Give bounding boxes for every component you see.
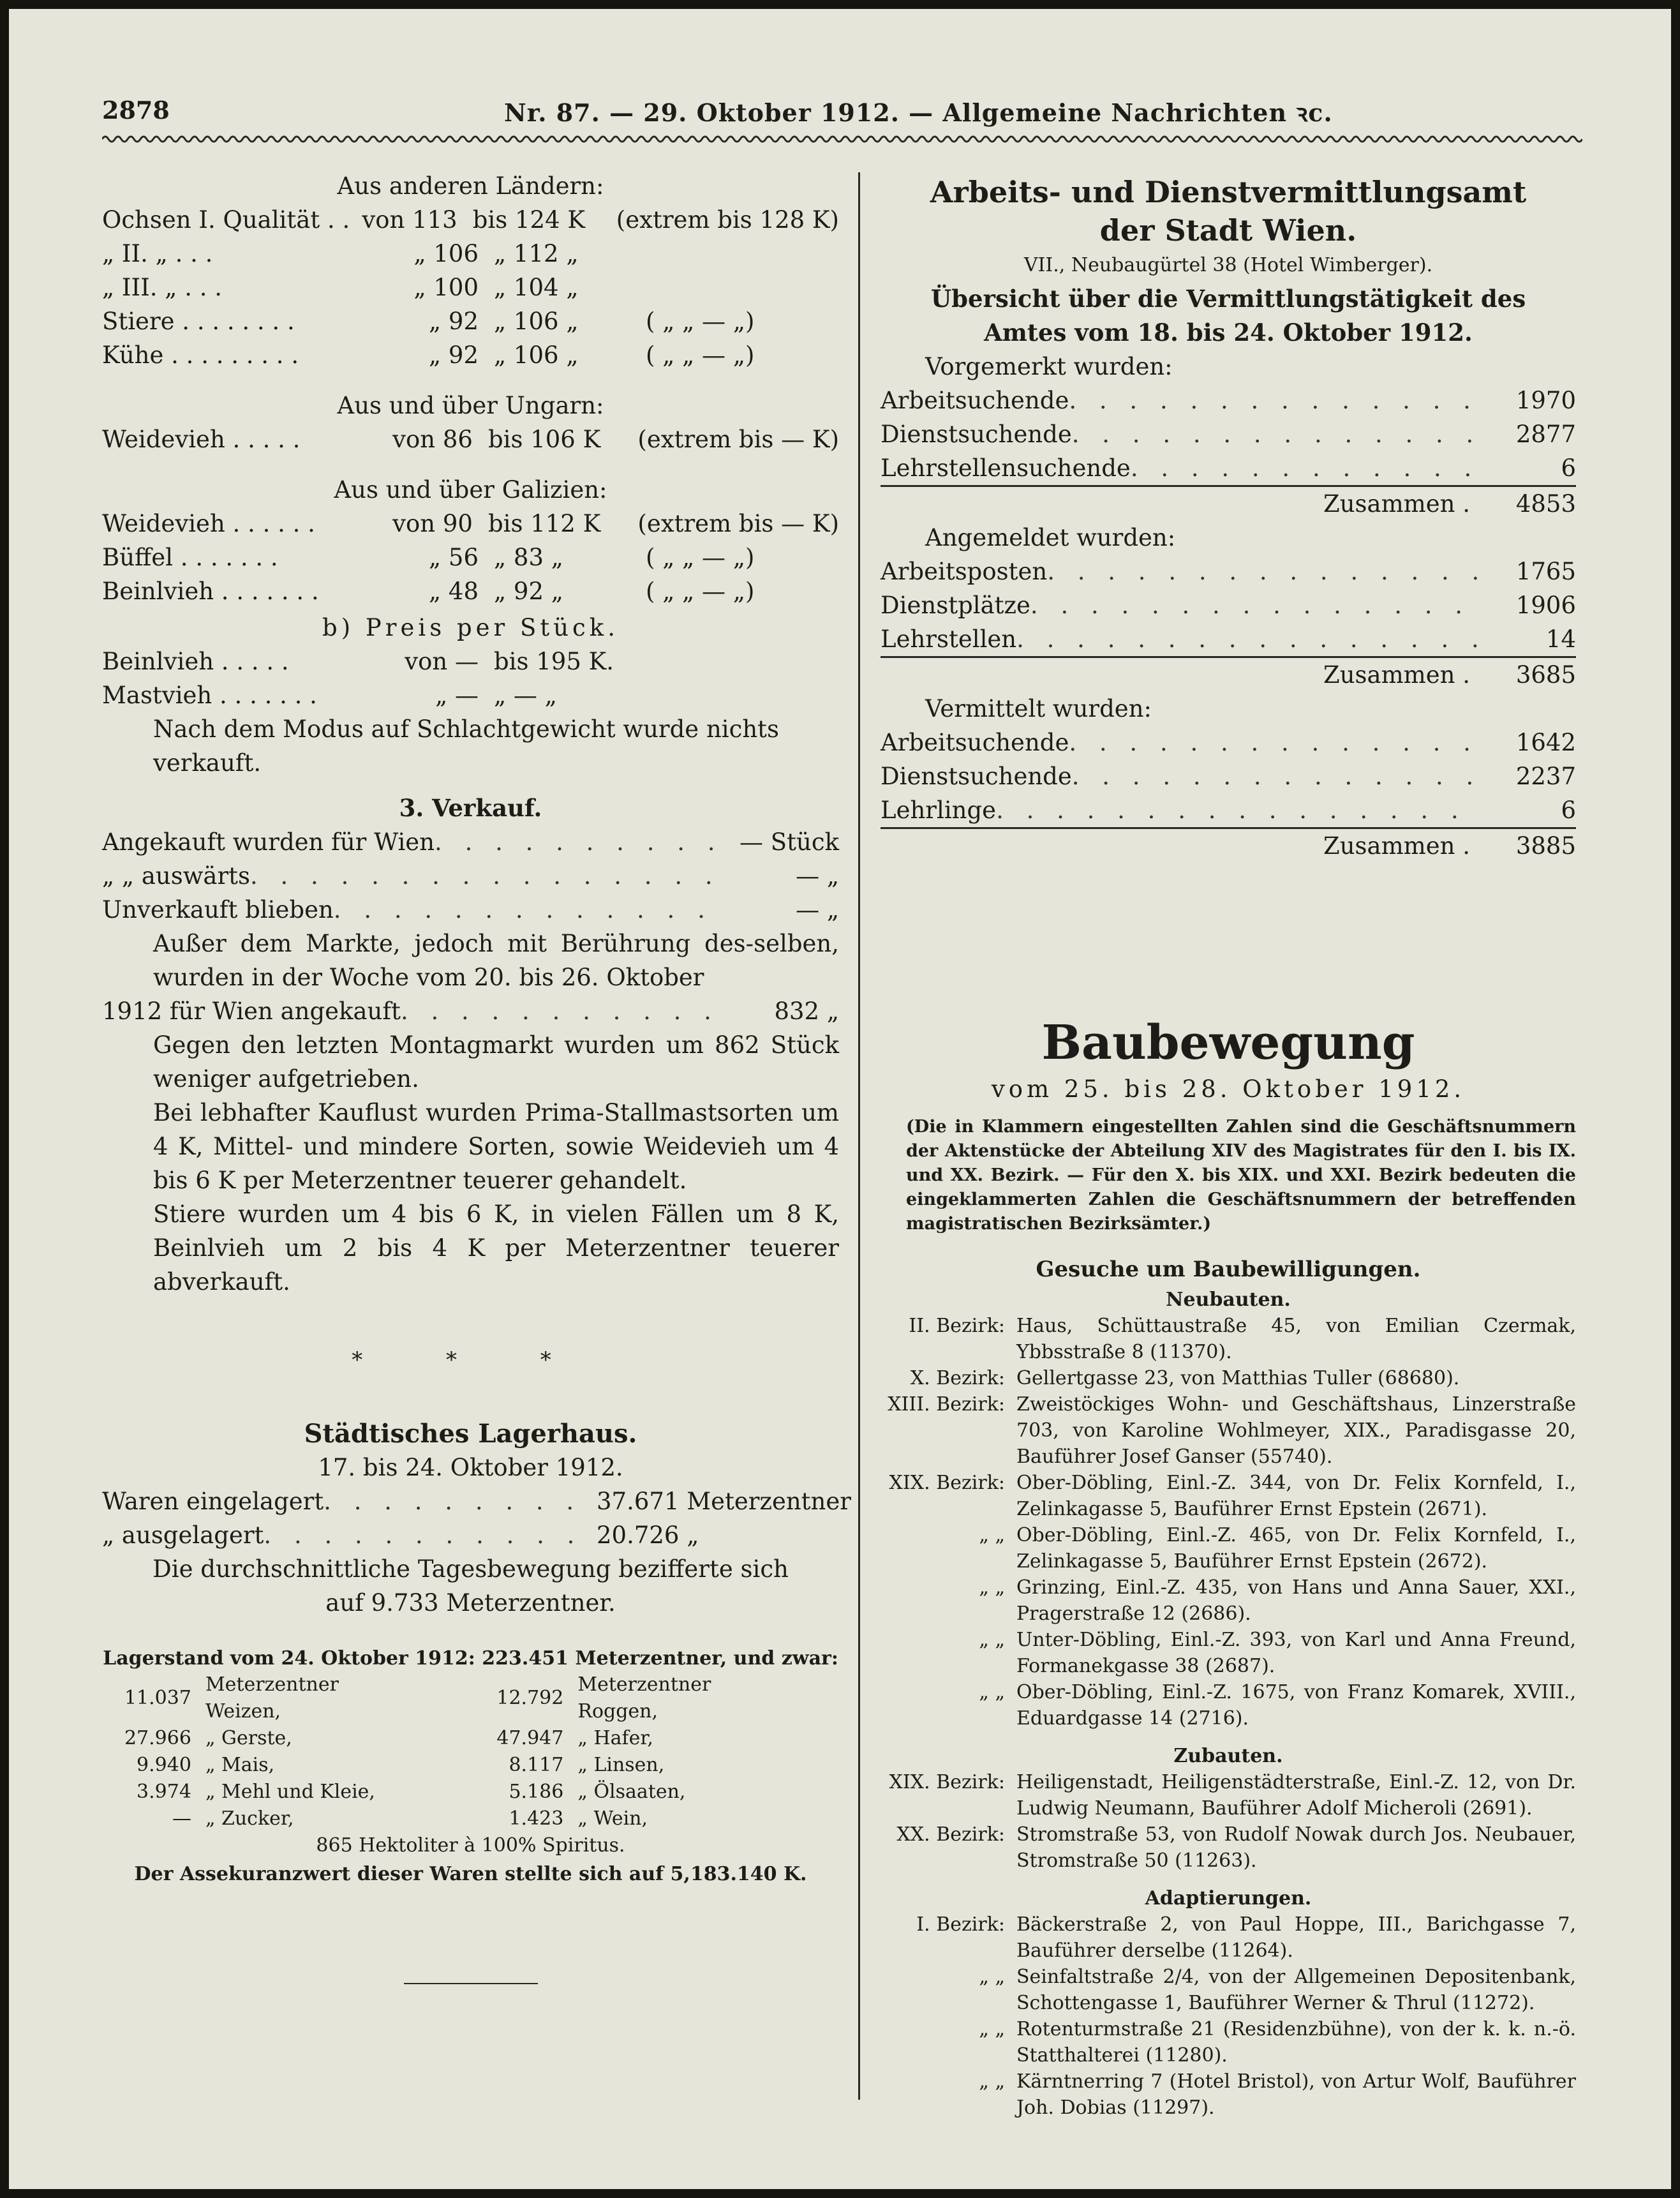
permit-entry <box>881 1679 1576 1731</box>
stock-cell: „ Linsen, <box>577 1754 665 1776</box>
price-note <box>641 271 646 304</box>
row-label: Arbeitsuchende <box>881 729 1069 756</box>
leader-dots <box>1030 588 1480 622</box>
data-row <box>102 859 839 893</box>
row-label: 1912 für Wien angekauft <box>102 998 401 1025</box>
stock-cell: — <box>172 1807 191 1830</box>
price-from: „ 56 <box>428 544 479 571</box>
permit-entry <box>881 2016 1576 2068</box>
row-label: Beinlvieh . . . . . . . <box>102 578 319 605</box>
leader-dots <box>1047 555 1480 588</box>
left-column <box>102 169 851 1984</box>
price-note: (extrem bis — K) <box>637 510 840 537</box>
price-row <box>102 304 839 338</box>
sale-table <box>102 825 839 927</box>
stock-cell: Meterzentner Weizen, <box>205 1673 339 1723</box>
permit-entry <box>881 1769 1576 1821</box>
permit-entry <box>881 1391 1576 1470</box>
leader-dots <box>323 1484 597 1518</box>
entry-label: „ „ <box>979 1966 1005 1988</box>
row-label: Arbeitsposten <box>881 558 1048 585</box>
price-to: „ 106 „ <box>494 308 579 335</box>
entry-label: XIX. Bezirk: <box>889 1771 1005 1793</box>
price-from: „ 48 <box>428 578 479 605</box>
price-note: (extrem bis 128 K) <box>616 206 839 234</box>
subheading-extensions: Zubauten. <box>1173 1745 1283 1767</box>
permit-entry <box>881 1574 1576 1627</box>
stock-title: Lagerstand vom 24. Oktober 1912: 223.451 Meterzentner, und zwar: <box>103 1647 838 1670</box>
entry-label: „ „ <box>979 1576 1005 1599</box>
paragraph: Nach dem Modus auf Schlachtgewicht wurde nichts verkauft. <box>153 715 780 777</box>
permit-entry <box>881 1522 1576 1574</box>
stat-row <box>881 555 1576 588</box>
price-row <box>102 338 839 372</box>
office-title-2: der Stadt Wien. <box>1099 213 1357 248</box>
row-label: „ III. „ . . . <box>102 274 223 301</box>
row-value: 1906 <box>1515 592 1576 619</box>
row-label: Dienstsuchende <box>881 421 1072 448</box>
entry-text: Unter-Döbling, Einl.-Z. 393, von Karl und Anna Freund, Formanekgasse 38 (2687). <box>1016 1629 1576 1677</box>
group-heading: Vermittelt wurden: <box>925 695 1152 722</box>
permit-entry <box>881 1911 1576 1964</box>
entry-label: „ „ <box>979 1681 1005 1703</box>
price-to: „ 92 „ <box>494 578 563 605</box>
stock-cell: „ Gerste, <box>205 1727 292 1749</box>
stock-cell: 8.117 <box>509 1754 564 1776</box>
entry-label: „ „ <box>979 1629 1005 1651</box>
total-value: 4853 <box>1515 490 1576 518</box>
price-row <box>102 678 839 712</box>
stock-table <box>102 1671 785 1832</box>
running-title: Nr. 87. — 29. Oktober 1912. — Allgemeine Nachrichten ꝛc. <box>504 98 1333 127</box>
paragraph: Bei lebhafter Kauflust wurden Prima-Stallmastsorten um 4 K, Mittel- und mindere Sorten, sowie Weidevieh um 4 bis 6 K per Meterzentner teuerer gehandelt. <box>153 1099 839 1194</box>
leader-dots <box>1016 622 1480 656</box>
price-to: „ 112 „ <box>494 240 579 267</box>
row-label: Lehrlinge <box>881 796 997 824</box>
permit-entry <box>881 1964 1576 2016</box>
right-column <box>881 169 1576 2121</box>
column-divider <box>858 172 860 2100</box>
row-label: Mastvieh . . . . . . . <box>102 682 317 709</box>
stock-row <box>102 1779 785 1806</box>
stock-cell: 47.947 <box>496 1727 564 1749</box>
entry-label: II. Bezirk: <box>909 1315 1005 1337</box>
price-to: „ 104 „ <box>494 274 579 301</box>
stat-row <box>881 793 1576 829</box>
section-heading: 3. Verkauf. <box>399 794 542 822</box>
permit-entry <box>881 1313 1576 1365</box>
row-value: 2237 <box>1515 763 1576 790</box>
price-row <box>102 574 839 608</box>
row-label: Arbeitsuchende <box>881 387 1069 414</box>
row-label: Beinlvieh . . . . . <box>102 648 289 675</box>
leader-dots <box>1069 726 1480 759</box>
stock-cell: 5.186 <box>509 1781 564 1803</box>
entry-label: X. Bezirk: <box>910 1367 1005 1389</box>
row-value: 1765 <box>1515 558 1576 585</box>
section-heading: Aus anderen Ländern: <box>337 172 604 200</box>
price-to: bis 112 K <box>487 510 601 537</box>
price-note <box>641 645 646 678</box>
entry-text: Stromstraße 53, von Rudolf Nowak durch Jos. Neubauer, Stromstraße 50 (11263). <box>1016 1823 1576 1872</box>
entry-text: Seinfaltstraße 2/4, von der Allgemeinen Depositenbank, Schottengasse 1, Bauführer Werner & Thrul (11272). <box>1016 1966 1576 2014</box>
stock-cell: „ Wein, <box>577 1807 648 1830</box>
stock-cell: Meterzentner Roggen, <box>577 1673 711 1723</box>
group-heading: Vorgemerkt wurden: <box>925 353 1173 380</box>
stock-cell: „ Mais, <box>205 1754 275 1776</box>
row-label: Unverkauft blieben <box>102 896 334 923</box>
group-heading: Angemeldet wurden: <box>925 524 1176 551</box>
entry-text: Haus, Schüttaustraße 45, von Emilian Czermak, Ybbsstraße 8 (11370). <box>1016 1315 1576 1363</box>
section-dates: 17. bis 24. Oktober 1912. <box>318 1454 623 1481</box>
entry-label: „ „ <box>979 1524 1005 1546</box>
row-label: Ochsen I. Qualität . . <box>102 206 350 234</box>
page-header <box>102 96 1576 134</box>
end-rule <box>404 1983 538 1984</box>
stock-cell: 3.974 <box>137 1781 191 1803</box>
leader-dots <box>1069 384 1480 417</box>
office-title: Arbeits- und Dienstvermittlungsamt <box>930 175 1527 209</box>
row-label: Weidevieh . . . . . <box>102 426 301 453</box>
paragraph: Stiere wurden um 4 bis 6 K, in vielen Fällen um 8 K, Beinlvieh um 2 bis 4 K per Meterzentner teuerer abverkauft. <box>153 1200 839 1296</box>
row-value: — Stück <box>740 828 839 856</box>
stock-spirits: 865 Hektoliter à 100% Spiritus. <box>316 1834 625 1857</box>
asterism: * * * <box>352 1347 590 1373</box>
placement-statistics <box>881 350 1576 863</box>
section-heading: Aus und über Ungarn: <box>337 392 604 419</box>
stock-cell: 11.037 <box>124 1687 191 1709</box>
stat-row <box>881 384 1576 417</box>
stock-cell: „ Zucker, <box>205 1807 294 1830</box>
subheading-adaptations: Adaptierungen. <box>1145 1887 1312 1910</box>
price-table-per-piece <box>102 645 839 712</box>
stock-row <box>102 1752 785 1779</box>
subheading-new-buildings: Neubauten. <box>1166 1289 1291 1311</box>
total-value: 3885 <box>1515 832 1576 860</box>
warehouse-table <box>102 1484 851 1552</box>
entry-text: Ober-Döbling, Einl.-Z. 1675, von Franz Komarek, XVIII., Eduardgasse 14 (2716). <box>1016 1681 1576 1730</box>
price-to: bis 124 K <box>472 206 586 234</box>
entry-text: Gellertgasse 23, von Matthias Tuller (68680). <box>1016 1367 1460 1389</box>
price-note <box>641 678 646 712</box>
entry-label: XIX. Bezirk: <box>889 1472 1005 1494</box>
price-from: „ 100 <box>413 274 479 301</box>
leader-dots <box>264 1518 597 1552</box>
stock-cell: 9.940 <box>137 1754 191 1776</box>
data-row <box>102 893 839 927</box>
extensions-list <box>881 1769 1576 1874</box>
leader-dots <box>250 859 724 893</box>
entry-text: Ober-Döbling, Einl.-Z. 344, von Dr. Felix Kornfeld, I., Zelinkagasse 5, Bauführer Ernst Epstein (2671). <box>1016 1472 1576 1520</box>
stock-row <box>102 1671 785 1725</box>
office-subtitle: Übersicht über die Vermittlungstätigkeit des Amtes vom 18. bis 24. Oktober 1912. <box>930 285 1526 347</box>
row-label: Büffel . . . . . . . <box>102 544 278 571</box>
row-value: 20.726 „ <box>597 1521 699 1549</box>
price-table-other-countries <box>102 203 839 372</box>
price-from: von 113 <box>362 206 457 234</box>
construction-title: Baubewegung <box>1041 1015 1415 1070</box>
stock-cell: 1.423 <box>509 1807 564 1830</box>
total-label: Zusammen . <box>1323 490 1470 518</box>
stock-cell: 12.792 <box>496 1687 564 1709</box>
header-wavy-rule <box>102 133 1582 146</box>
row-value: — „ <box>796 896 839 923</box>
stat-row <box>881 726 1576 759</box>
permit-entry <box>881 1627 1576 1679</box>
applications-heading: Gesuche um Baubewilligungen. <box>1036 1257 1421 1282</box>
leader-dots <box>996 793 1480 827</box>
permit-entry <box>881 1470 1576 1522</box>
entry-text: Grinzing, Einl.-Z. 435, von Hans und Anna Sauer, XXI., Pragerstraße 12 (2686). <box>1016 1576 1576 1625</box>
new-buildings-list <box>881 1313 1576 1731</box>
price-to: bis 106 K <box>487 426 601 453</box>
stat-row <box>881 417 1576 451</box>
stock-row <box>102 1725 785 1752</box>
price-note: ( „ „ — „) <box>646 578 755 605</box>
price-from: „ 92 <box>428 308 479 335</box>
total-value: 3685 <box>1515 661 1576 689</box>
data-row <box>102 825 839 859</box>
row-label: Kühe . . . . . . . . . <box>102 341 299 369</box>
price-from: von 90 <box>392 510 473 537</box>
page-number: 2878 <box>102 96 170 124</box>
paragraph: Gegen den letzten Montagmarkt wurden um 862 Stück weniger aufgetrieben. <box>153 1031 839 1093</box>
stock-insurance: Der Assekuranzwert dieser Waren stellte sich auf 5,183.140 K. <box>134 1863 807 1885</box>
price-note: (extrem bis — K) <box>637 426 840 453</box>
leader-dots <box>1131 451 1480 485</box>
entry-label: I. Bezirk: <box>916 1913 1005 1936</box>
row-value: 6 <box>1561 796 1576 824</box>
entry-text: Ober-Döbling, Einl.-Z. 465, von Dr. Felix Kornfeld, I., Zelinkagasse 5, Bauführer Ernst Epstein (2672). <box>1016 1524 1576 1573</box>
leader-dots <box>435 825 724 859</box>
entry-label: „ „ <box>979 2070 1005 2093</box>
data-row <box>102 1518 839 1552</box>
price-row <box>102 541 839 574</box>
construction-note: (Die in Klammern eingestellten Zahlen sind die Geschäftsnummern der Aktenstücke der Abteilung XIV des Magistrates für den I. bis IX. und XX. Bezirk. — Für den X. bis XIX. und XXI. Bezirk bedeuten die eingeklammerten Zahlen die Geschäftsnummern der betreffenden magistratischen Bezirksämter.) <box>906 1117 1576 1234</box>
total-label: Zusammen . <box>1323 832 1470 860</box>
office-address: VII., Neubaugürtel 38 (Hotel Wimberger). <box>1023 254 1433 276</box>
row-label: Lehrstellen <box>881 625 1017 653</box>
total-label: Zusammen . <box>1323 661 1470 689</box>
entry-label: XIII. Bezirk: <box>888 1393 1005 1416</box>
price-note: ( „ „ — „) <box>646 544 755 571</box>
stock-cell: „ Mehl und Kleie, <box>205 1781 375 1803</box>
leader-dots <box>401 994 724 1028</box>
price-row <box>102 237 839 271</box>
stat-total-row <box>881 829 1576 863</box>
leader-dots <box>334 893 724 927</box>
price-row <box>102 507 839 541</box>
stock-row <box>102 1806 785 1832</box>
price-to: „ 106 „ <box>494 341 579 369</box>
row-label: Dienstplätze <box>881 592 1030 619</box>
price-from: „ — <box>435 682 479 709</box>
permit-entry <box>881 2068 1576 2121</box>
row-value: 1642 <box>1515 729 1576 756</box>
row-value: 6 <box>1561 454 1576 482</box>
row-label: Angekauft wurden für Wien <box>102 828 435 856</box>
entry-label: XX. Bezirk: <box>896 1823 1005 1846</box>
row-value: — „ <box>796 862 839 890</box>
stat-total-row <box>881 658 1576 692</box>
stock-cell: 27.966 <box>124 1727 191 1749</box>
entry-text: Zweistöckiges Wohn- und Geschäftshaus, Linzerstraße 703, von Karoline Wohlmeyer, XIX., Paradisgasse 20, Bauführer Josef Ganser (55740). <box>1016 1393 1576 1468</box>
price-to: „ 83 „ <box>494 544 563 571</box>
price-from: von 86 <box>392 426 473 453</box>
leader-dots <box>1072 417 1480 451</box>
permit-entry <box>881 1365 1576 1391</box>
row-value: 832 „ <box>774 998 839 1025</box>
row-value: 2877 <box>1515 421 1576 448</box>
data-row <box>102 1484 851 1518</box>
leader-dots <box>1072 759 1480 793</box>
sale-total-row <box>102 994 839 1028</box>
entry-text: Rotenturmstraße 21 (Residenzbühne), von der k. k. n.-ö. Statthalterei (11280). <box>1016 2018 1576 2067</box>
stat-row <box>881 451 1576 487</box>
price-row <box>102 271 839 304</box>
paragraph: Außer dem Markte, jedoch mit Berührung des-selben, wurden in der Woche vom 20. bis 26. Oktober <box>153 930 839 991</box>
price-note: ( „ „ — „) <box>646 308 755 335</box>
construction-dates: vom 25. bis 28. Oktober 1912. <box>991 1075 1466 1103</box>
price-from: „ 92 <box>428 341 479 369</box>
price-from: „ 106 <box>413 240 479 267</box>
row-label: „ II. „ . . . <box>102 240 213 267</box>
entry-label: „ „ <box>979 2018 1005 2040</box>
adaptations-list <box>881 1911 1576 2121</box>
stat-total-row <box>881 487 1576 521</box>
row-label: Dienstsuchende <box>881 763 1072 790</box>
price-to: „ — „ <box>494 682 557 709</box>
permit-entry <box>881 1821 1576 1874</box>
row-value: 1970 <box>1515 387 1576 414</box>
stock-cell: „ Ölsaaten, <box>577 1781 686 1803</box>
section-heading: b) Preis per Stück. <box>322 614 619 641</box>
row-label: Weidevieh . . . . . . <box>102 510 315 537</box>
price-row <box>102 422 839 456</box>
row-label: Stiere . . . . . . . . <box>102 308 295 335</box>
price-from: von — <box>405 648 479 675</box>
entry-text: Bäckerstraße 2, von Paul Hoppe, III., Barichgasse 7, Bauführer derselbe (11264). <box>1016 1913 1576 1962</box>
price-table-galicia <box>102 507 839 608</box>
price-note <box>641 237 646 271</box>
price-table-hungary <box>102 422 839 456</box>
stat-row <box>881 759 1576 793</box>
row-value: 14 <box>1545 625 1576 653</box>
entry-text: Heiligenstadt, Heiligenstädterstraße, Einl.-Z. 12, von Dr. Ludwig Neumann, Bauführer Adolf Micheroli (2691). <box>1016 1771 1576 1820</box>
section-title: Städtisches Lagerhaus. <box>304 1419 637 1449</box>
row-label: Lehrstellensuchende <box>881 454 1131 482</box>
price-row <box>102 645 839 678</box>
price-note: ( „ „ — „) <box>646 341 755 369</box>
row-label: „ „ auswärts <box>102 862 251 890</box>
row-label: „ ausgelagert <box>102 1521 264 1549</box>
stock-cell: „ Hafer, <box>577 1727 653 1749</box>
paragraph: Die durchschnittliche Tagesbewegung bezifferte sich auf 9.733 Meterzentner. <box>152 1555 789 1617</box>
row-label: Waren eingelagert <box>102 1488 324 1515</box>
stat-row <box>881 588 1576 622</box>
price-row <box>102 203 839 237</box>
section-heading: Aus und über Galizien: <box>334 476 607 504</box>
price-to: bis 195 K. <box>494 648 614 675</box>
entry-text: Kärntnerring 7 (Hotel Bristol), von Artur Wolf, Bauführer Joh. Dobias (11297). <box>1016 2070 1576 2119</box>
stat-row <box>881 622 1576 658</box>
row-value: 37.671 Meterzentner <box>597 1488 851 1515</box>
